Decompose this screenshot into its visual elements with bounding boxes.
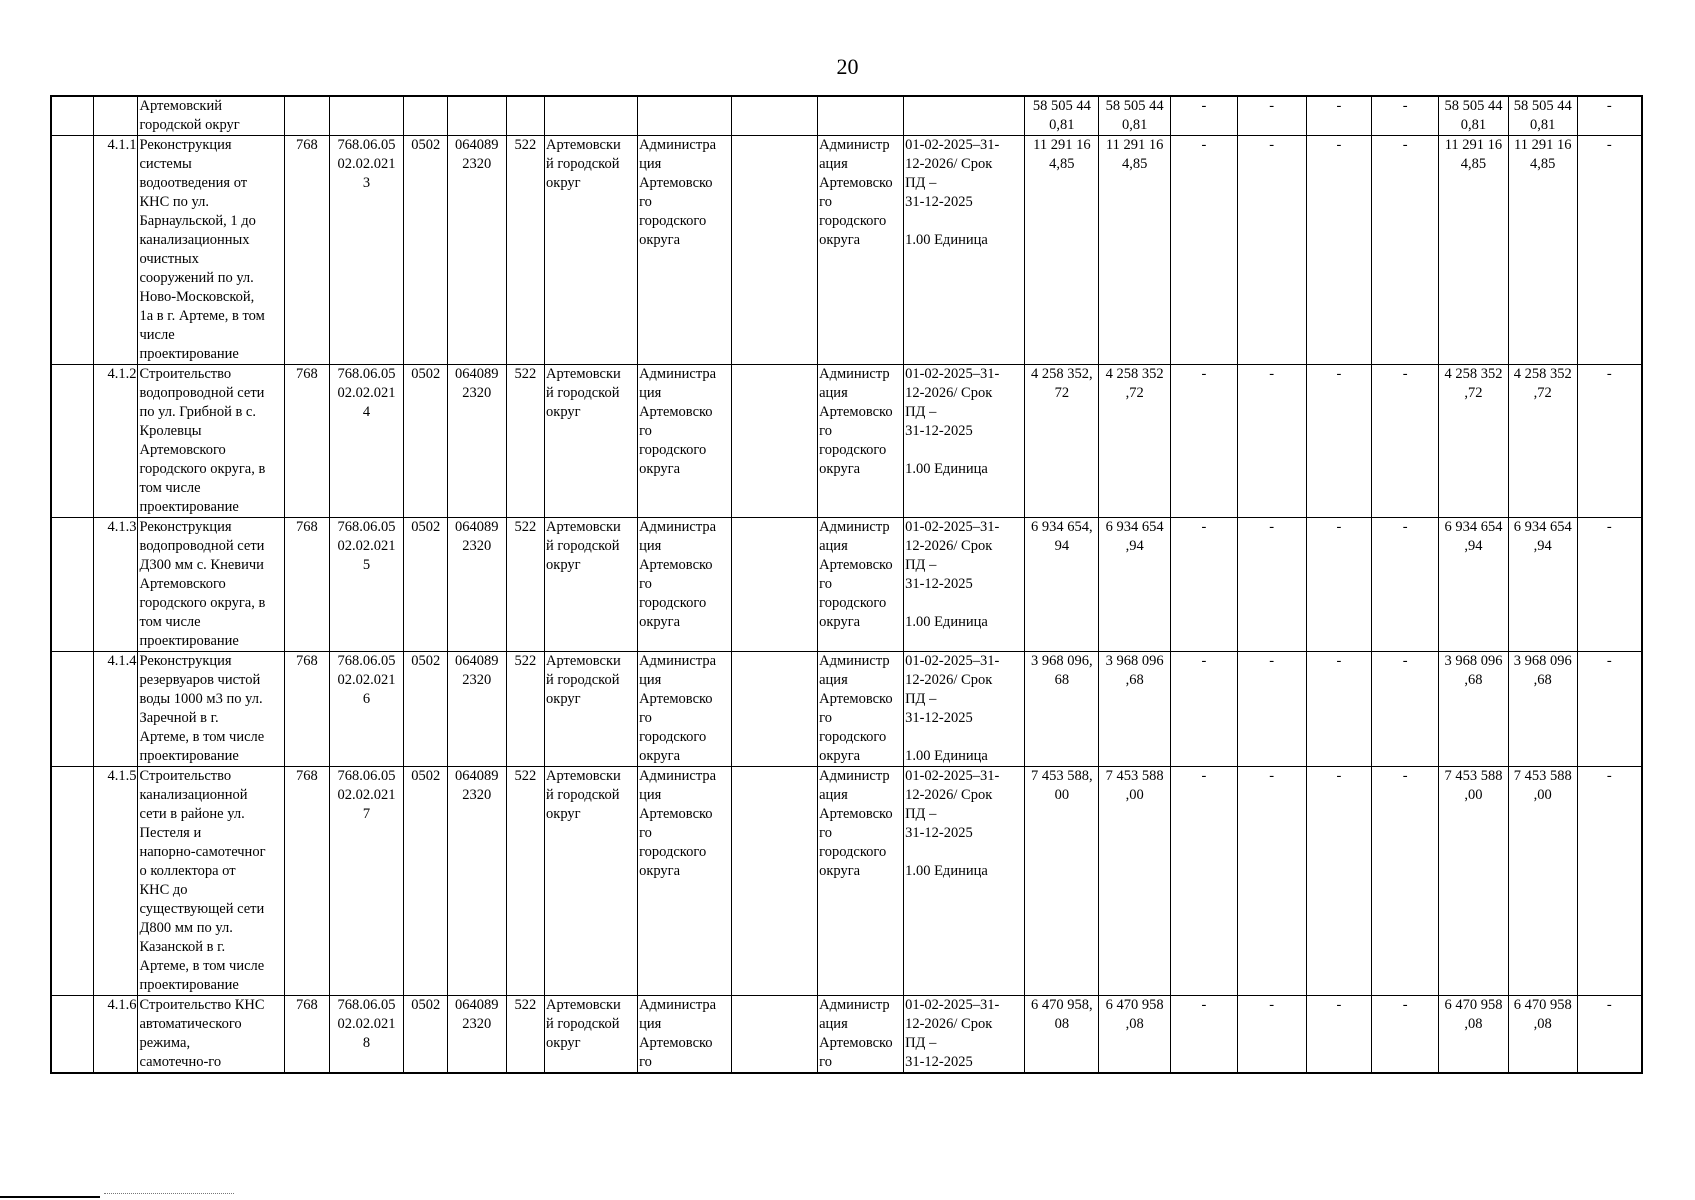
row-number: 4.1.6: [93, 996, 138, 1074]
table-row: [51, 136, 1642, 365]
code-5: 522: [506, 518, 544, 652]
group-value-4: 58 505 44 0,81: [1508, 96, 1577, 136]
group-dash: -: [1372, 96, 1439, 136]
last: -: [1577, 996, 1642, 1074]
value-1: 11 291 16 4,85: [1025, 136, 1099, 365]
row-name: Строительство водопроводной сети по ул. Грибной в с. Кролевцы Артемовского городского округа, в том числе проектирование: [138, 365, 285, 518]
code-5: 522: [506, 136, 544, 365]
code-4: 064089 2320: [447, 767, 506, 996]
code-2: 768.06.05 02.02.021 5: [329, 518, 404, 652]
code-2: 768.06.05 02.02.021 7: [329, 767, 404, 996]
value-3: 4 258 352 ,72: [1439, 365, 1509, 518]
group-value-1: 58 505 44 0,81: [1025, 96, 1099, 136]
dash: -: [1237, 365, 1306, 518]
value-4: 3 968 096 ,68: [1508, 652, 1577, 767]
cell-empty: [732, 96, 818, 136]
dash: -: [1306, 652, 1372, 767]
budget-table: [50, 95, 1643, 1074]
code-1: 768: [285, 136, 330, 365]
value-2: 11 291 16 4,85: [1099, 136, 1171, 365]
dash: -: [1306, 996, 1372, 1074]
cell-empty: [329, 96, 404, 136]
code-1: 768: [285, 996, 330, 1074]
dash: -: [1237, 996, 1306, 1074]
cell-empty: [404, 96, 447, 136]
row-number: 4.1.4: [93, 652, 138, 767]
cell-empty: [818, 96, 904, 136]
value-2: 4 258 352 ,72: [1099, 365, 1171, 518]
territory: Артемовски й городской округ: [545, 652, 638, 767]
group-dash: -: [1237, 96, 1306, 136]
value-3: 11 291 16 4,85: [1439, 136, 1509, 365]
code-4: 064089 2320: [447, 996, 506, 1074]
cell-empty: [51, 518, 93, 652]
dash: -: [1306, 136, 1372, 365]
dash: -: [1237, 767, 1306, 996]
code-1: 768: [285, 767, 330, 996]
dash: -: [1237, 652, 1306, 767]
value-2: 7 453 588 ,00: [1099, 767, 1171, 996]
period: 01-02-2025–31- 12-2026/ Срок ПД – 31-12-2025 1.00 Единица: [904, 136, 1025, 365]
cell-empty: [51, 767, 93, 996]
value-1: 6 934 654, 94: [1025, 518, 1099, 652]
cell-empty: [545, 96, 638, 136]
territory: Артемовски й городской округ: [545, 996, 638, 1074]
footer-dots: [104, 1193, 234, 1197]
customer: Администра ция Артемовско го городского округа: [638, 365, 732, 518]
period: 01-02-2025–31- 12-2026/ Срок ПД – 31-12-2025 1.00 Единица: [904, 518, 1025, 652]
executor: Администр ация Артемовско го городского округа: [818, 365, 904, 518]
value-1: 6 470 958, 08: [1025, 996, 1099, 1074]
value-3: 3 968 096 ,68: [1439, 652, 1509, 767]
customer: Администра ция Артемовско го городского округа: [638, 518, 732, 652]
value-4: 11 291 16 4,85: [1508, 136, 1577, 365]
value-4: 6 470 958 ,08: [1508, 996, 1577, 1074]
row-name: Реконструкция резервуаров чистой воды 1000 м3 по ул. Заречной в г. Артеме, в том числе проектирование: [138, 652, 285, 767]
cell-empty: [51, 365, 93, 518]
dash: -: [1171, 767, 1238, 996]
cell-empty: [638, 96, 732, 136]
cell-empty: [51, 652, 93, 767]
value-4: 4 258 352 ,72: [1508, 365, 1577, 518]
customer: Администра ция Артемовско го городского округа: [638, 652, 732, 767]
code-2: 768.06.05 02.02.021 6: [329, 652, 404, 767]
row-number: 4.1.1: [93, 136, 138, 365]
footer-line: [0, 1196, 100, 1198]
code-3: 0502: [404, 652, 447, 767]
cell-empty: [732, 136, 818, 365]
code-3: 0502: [404, 767, 447, 996]
code-5: 522: [506, 996, 544, 1074]
table-row: [51, 767, 1642, 996]
group-row: [51, 96, 1642, 136]
code-2: 768.06.05 02.02.021 8: [329, 996, 404, 1074]
value-2: 6 470 958 ,08: [1099, 996, 1171, 1074]
dash: -: [1372, 767, 1439, 996]
last: -: [1577, 767, 1642, 996]
territory: Артемовски й городской округ: [545, 767, 638, 996]
code-4: 064089 2320: [447, 518, 506, 652]
row-number: 4.1.5: [93, 767, 138, 996]
cell-empty: [51, 96, 93, 136]
dash: -: [1237, 136, 1306, 365]
value-1: 3 968 096, 68: [1025, 652, 1099, 767]
value-4: 7 453 588 ,00: [1508, 767, 1577, 996]
cell-empty: [51, 136, 93, 365]
cell-empty: [447, 96, 506, 136]
value-2: 6 934 654 ,94: [1099, 518, 1171, 652]
dash: -: [1372, 652, 1439, 767]
page-number: 20: [836, 54, 859, 79]
value-4: 6 934 654 ,94: [1508, 518, 1577, 652]
cell-empty: [732, 518, 818, 652]
period: 01-02-2025–31- 12-2026/ Срок ПД – 31-12-2025 1.00 Единица: [904, 652, 1025, 767]
cell-empty: [51, 996, 93, 1074]
row-name: Строительство КНС автоматического режима, самотечно-го: [138, 996, 285, 1074]
code-5: 522: [506, 652, 544, 767]
dash: -: [1306, 518, 1372, 652]
dash: -: [1171, 518, 1238, 652]
row-number: 4.1.3: [93, 518, 138, 652]
code-1: 768: [285, 652, 330, 767]
cell-empty: [732, 996, 818, 1074]
group-name: Артемовский городской округ: [138, 96, 285, 136]
dash: -: [1306, 365, 1372, 518]
table-row: [51, 365, 1642, 518]
last: -: [1577, 365, 1642, 518]
last: -: [1577, 136, 1642, 365]
table-row: [51, 996, 1642, 1074]
territory: Артемовски й городской округ: [545, 518, 638, 652]
group-value-3: 58 505 44 0,81: [1439, 96, 1509, 136]
value-3: 7 453 588 ,00: [1439, 767, 1509, 996]
code-2: 768.06.05 02.02.021 4: [329, 365, 404, 518]
executor: Администр ация Артемовско го городского округа: [818, 518, 904, 652]
code-1: 768: [285, 518, 330, 652]
code-2: 768.06.05 02.02.021 3: [329, 136, 404, 365]
group-dash: -: [1306, 96, 1372, 136]
dash: -: [1171, 652, 1238, 767]
dash: -: [1372, 136, 1439, 365]
last: -: [1577, 652, 1642, 767]
code-3: 0502: [404, 365, 447, 518]
value-1: 7 453 588, 00: [1025, 767, 1099, 996]
row-number: 4.1.2: [93, 365, 138, 518]
code-5: 522: [506, 767, 544, 996]
last: -: [1577, 518, 1642, 652]
value-2: 3 968 096 ,68: [1099, 652, 1171, 767]
period: 01-02-2025–31- 12-2026/ Срок ПД – 31-12-2025 1.00 Единица: [904, 365, 1025, 518]
cell-empty: [285, 96, 330, 136]
code-1: 768: [285, 365, 330, 518]
group-last: -: [1577, 96, 1642, 136]
dash: -: [1171, 996, 1238, 1074]
table-row: [51, 652, 1642, 767]
dash: -: [1372, 365, 1439, 518]
executor: Администр ация Артемовско го городского округа: [818, 652, 904, 767]
dash: -: [1171, 136, 1238, 365]
dash: -: [1372, 518, 1439, 652]
row-name: Реконструкция системы водоотведения от КНС по ул. Барнаульской, 1 до канализационных очистных сооружений по ул. Ново-Московской, 1а в г. Артеме, в том числе проектирование: [138, 136, 285, 365]
value-3: 6 934 654 ,94: [1439, 518, 1509, 652]
cell-empty: [904, 96, 1025, 136]
cell-empty: [506, 96, 544, 136]
period: 01-02-2025–31- 12-2026/ Срок ПД – 31-12-2025 1.00 Единица: [904, 767, 1025, 996]
group-value-2: 58 505 44 0,81: [1099, 96, 1171, 136]
row-name: Реконструкция водопроводной сети Д300 мм с. Кневичи Артемовского городского округа, в том числе проектирование: [138, 518, 285, 652]
dash: -: [1237, 518, 1306, 652]
value-3: 6 470 958 ,08: [1439, 996, 1509, 1074]
cell-empty: [732, 365, 818, 518]
territory: Артемовски й городской округ: [545, 136, 638, 365]
customer: Администра ция Артемовско го городского округа: [638, 767, 732, 996]
code-4: 064089 2320: [447, 136, 506, 365]
dash: -: [1306, 767, 1372, 996]
table-row: [51, 518, 1642, 652]
cell-empty: [93, 96, 138, 136]
territory: Артемовски й городской округ: [545, 365, 638, 518]
group-dash: -: [1171, 96, 1238, 136]
cell-empty: [732, 767, 818, 996]
code-3: 0502: [404, 996, 447, 1074]
period: 01-02-2025–31- 12-2026/ Срок ПД – 31-12-2025: [904, 996, 1025, 1074]
code-3: 0502: [404, 518, 447, 652]
row-name: Строительство канализационной сети в районе ул. Пестеля и напорно-самотечног о коллектора от КНС до существующей сети Д800 мм по ул. Казанской в г. Артеме, в том числе проектирование: [138, 767, 285, 996]
cell-empty: [732, 652, 818, 767]
code-3: 0502: [404, 136, 447, 365]
value-1: 4 258 352, 72: [1025, 365, 1099, 518]
executor: Администр ация Артемовско го городского округа: [818, 767, 904, 996]
customer: Администра ция Артемовско го городского округа: [638, 136, 732, 365]
code-4: 064089 2320: [447, 652, 506, 767]
dash: -: [1171, 365, 1238, 518]
dash: -: [1372, 996, 1439, 1074]
code-5: 522: [506, 365, 544, 518]
customer: Администра ция Артемовско го: [638, 996, 732, 1074]
executor: Администр ация Артемовско го: [818, 996, 904, 1074]
code-4: 064089 2320: [447, 365, 506, 518]
executor: Администр ация Артемовско го городского округа: [818, 136, 904, 365]
